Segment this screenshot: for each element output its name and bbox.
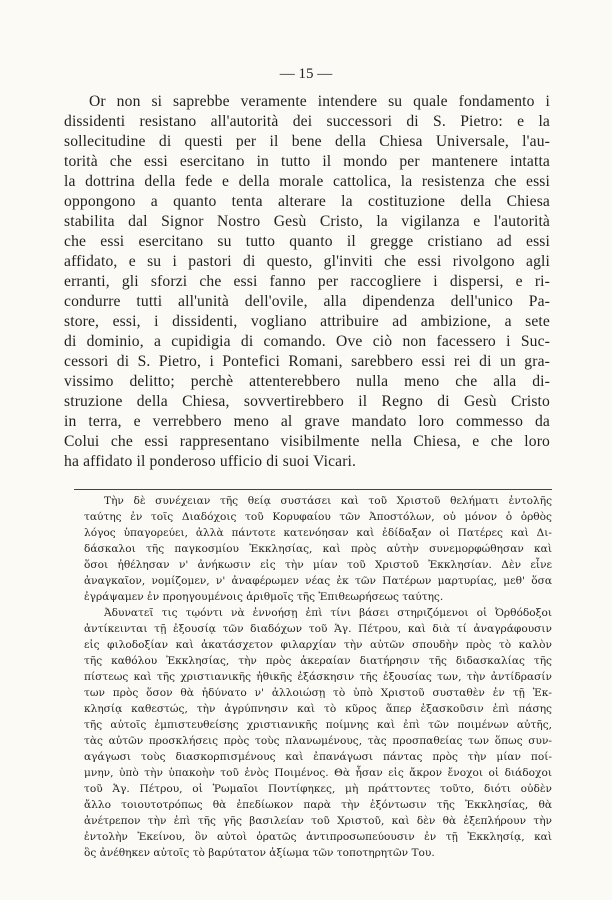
- text-line: stabilita dal Signor Nostro Gesù Cristo, la vigilanza e l'autorità: [64, 213, 550, 230]
- text-line: struzione della Chiesa, sovvertirebbero il Regno di Gesù Cristo: [64, 393, 550, 410]
- text-line: di dominio, a cupidigia di comando. Ove ciò non facessero i Suc-: [64, 333, 550, 350]
- text-line: λόγος ὑπαγορεύει, ἀλλὰ πάντοτε κατενόησαν καὶ ἐδίδαξαν οἱ Πατέρες καὶ Δι-: [84, 527, 552, 539]
- text-line: la dottrina della fede e della morale cattolica, la resistenza che essi: [64, 173, 550, 190]
- text-line: ἀνέτρεπον τὴν ἐπὶ τῆς γῆς βασιλείαν τοῦ Χριστοῦ, καὶ δὲν θὰ ἐξεπλήρουν τὴν: [84, 815, 552, 827]
- text-line: store, essi, i dissidenti, vogliano attribuire ad ambizione, a sete: [64, 313, 550, 330]
- text-line: αγάγωσι τοὺς διασκορπισμένους καὶ ἐπανάγωσι πάντας πρὸς τὴν μίαν ποί-: [84, 751, 552, 763]
- text-line: in terra, e verrebbero meno al grave mandato loro commesso da: [64, 413, 550, 430]
- text-line: cessori di S. Pietro, i Pontefici Romani, sarebbero essi rei di un gra-: [64, 353, 550, 370]
- text-line: ἐντολὴν Ἐκείνου, ὃν αὐτοὶ ὁρατῶς ἀντιπροσωπεύουσιν ἐν τῇ Ἐκκλησίᾳ, καὶ: [84, 831, 552, 843]
- text-line: Or non si saprebbe veramente intendere su quale fondamento i: [89, 93, 550, 110]
- text-line: vissimo delitto; perchè attenterebbero nulla meno che alla di-: [64, 373, 550, 390]
- text-line: ἄλλο τοιουτοτρόπως θὰ ἐπεδίωκον παρὰ τὴν ἐξόντωσιν τῆς Ἐκκλησίας, θὰ: [84, 799, 552, 811]
- text-line: εἰς φιλοδοξίαν καὶ ἀκατάσχετον φιλαρχίαν τὴν αὐτῶν σπουδὴν πρὸς τὸ καλὸν: [84, 639, 552, 651]
- text-line: των πρὸς ὅσον θὰ ἠδύνατο ν' ἀλλοιώσῃ τὸ ὑπὸ Χριστοῦ συσταθὲν ἐν τῇ Ἐκ-: [84, 687, 552, 699]
- text-line: dissidenti resistano all'autorità dei successori di S. Pietro: e la: [64, 113, 550, 130]
- text-line: πίστεως καὶ τῆς χριστιανικῆς ἠθικῆς ἐξάσκησιν τῆς ἐξουσίας των, τὴν ἀντίδρασίν: [84, 671, 552, 683]
- text-line: ἐγράψαμεν ἐν προηγουμένοις ἀριθμοῖς τῆς Ἐπιθεωρήσεως ταύτης.: [84, 591, 444, 603]
- page-number: — 15 —: [279, 66, 333, 82]
- text-line: κλησίᾳ καθεστώς, τὴν ἀγρύπνησιν καὶ τὸ κῦρος ἅπερ ἐξασκοῦσιν ἐπὶ πάσης: [84, 703, 552, 715]
- greek-footnote: [84, 493, 552, 861]
- text-line: ἀναγκαῖον, νομίζομεν, ν' ἀναφέρωμεν νέας ἐκ τῶν Πατέρων μαρτυρίας, μεθ' ὅσα: [84, 575, 552, 587]
- italian-paragraph: [64, 92, 550, 472]
- text-line: ha affidato il ponderoso ufficio di suoi Vicari.: [64, 453, 357, 470]
- text-line: che essi esercitano su tutto quanto il gregge cristiano ad essi: [64, 233, 550, 250]
- text-line: μνην, ὑπὸ τὴν ὑπακοὴν τοῦ ἑνὸς Ποιμένος. Θὰ ἦσαν εἰς ἄκρον ἔνοχοι οἱ διάδοχοι: [84, 767, 552, 779]
- text-line: τῆς αὐτοῖς ἐμπιστευθείσης χριστιανικῆς ποίμνης καὶ ἐπὶ τῶν ποιμένων αὐτῆς,: [84, 719, 552, 731]
- text-line: τὰς αὐτῶν προσκλήσεις πρὸς τοὺς πλανωμένους, τὰς προσπαθείας των ὅπως συν-: [84, 735, 552, 747]
- text-line: sollecitudine di questi per il bene della Chiesa Universale, l'au-: [64, 133, 550, 150]
- text-line: Ἀδυνατεῖ τις τῳόντι νὰ ἐννοήσῃ ἐπὶ τίνι βάσει στηριζόμενοι οἱ Ὀρθόδοξοι: [104, 607, 552, 619]
- text-line: τοῦ Ἁγ. Πέτρου, οἱ Ῥωμαῖοι Ποντίφηκες, μὴ πράττοντες τοῦτο, διότι οὐδὲν: [84, 783, 552, 795]
- text-line: condurre tutti all'unità dell'ovile, alla dipendenza dell'unico Pa-: [64, 293, 550, 310]
- text-line: ταύτης ἐν τοῖς Διαδόχοις τοῦ Κορυφαίου τῶν Ἀποστόλων, οὐ μόνον ὁ ὀρθὸς: [84, 511, 552, 523]
- text-line: ὃς ἀνέθηκεν αὐτοῖς τὸ βαρύτατον ἀξίωμα τῶν τοποτηρητῶν Του.: [84, 847, 435, 859]
- text-line: Colui che essi rappresentano visibilmente nella Chiesa, e che loro: [64, 433, 550, 450]
- text-line: δάσκαλοι τῆς παγκοσμίου Ἐκκλησίας, καὶ πρὸς αὐτὴν συνεμορφώθησαν καὶ: [84, 543, 552, 555]
- text-line: torità che essi esercitano in tutto il mondo per mantenere intatta: [64, 153, 550, 170]
- text-line: affidato, e su i pastori di questo, gl'inviti che essi rivolgono agli: [64, 253, 550, 270]
- text-line: τῆς καθόλου Ἐκκλησίας, τὴν πρὸς ἀκεραίαν διατήρησιν τῆς διδασκαλίας τῆς: [84, 655, 552, 667]
- text-line: ὅσοι ἠθέλησαν ν' ἀνήκωσιν εἰς τὴν μίαν τοῦ Χριστοῦ Ἐκκλησίαν. Δὲν εἶνε: [84, 559, 552, 571]
- text-line: ἀντίκεινται τῇ ἐξουσίᾳ τῶν διαδόχων τοῦ Ἁγ. Πέτρου, καὶ διὰ τί ἀναγράφουσιν: [84, 623, 552, 635]
- footnote-divider: [74, 489, 552, 490]
- text-line: oppongono a quanto tenta alterare la costituzione della Chiesa: [64, 193, 550, 210]
- text-line: Τὴν δὲ συνέχειαν τῆς θείᾳ συστάσει καὶ τοῦ Χριστοῦ θελήματι ἐντολῆς: [104, 495, 552, 507]
- text-line: erranti, gli sforzi che essi fanno per raccogliere i dispersi, e ri-: [64, 273, 550, 290]
